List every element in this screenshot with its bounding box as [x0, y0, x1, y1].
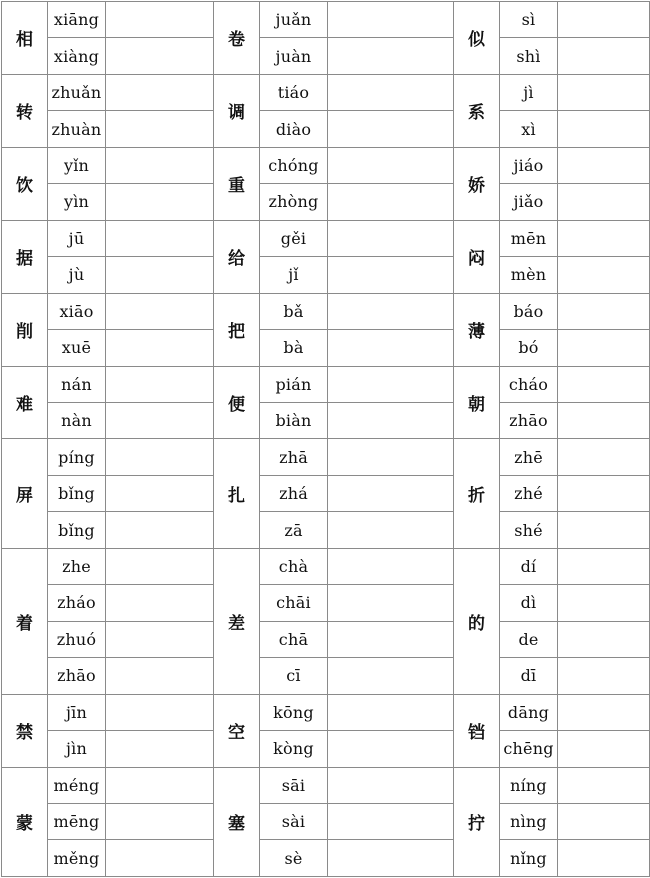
word-blank-cell[interactable]	[106, 293, 214, 329]
pinyin-cell: nàn	[48, 402, 106, 438]
word-blank-cell[interactable]	[328, 147, 454, 183]
pinyin-cell: chà	[260, 548, 328, 584]
table-row	[2, 439, 650, 475]
character-cell: 朝	[454, 366, 500, 439]
word-blank-cell[interactable]	[558, 293, 650, 329]
word-blank-cell[interactable]	[106, 38, 214, 74]
pinyin-cell: nán	[48, 366, 106, 402]
character-cell: 扎	[214, 439, 260, 548]
pinyin-cell: xì	[500, 111, 558, 147]
pinyin-cell: chāi	[260, 585, 328, 621]
word-blank-cell[interactable]	[328, 658, 454, 694]
pinyin-cell: yǐn	[48, 147, 106, 183]
word-blank-cell[interactable]	[106, 694, 214, 730]
word-blank-cell[interactable]	[106, 512, 214, 548]
word-blank-cell[interactable]	[106, 803, 214, 839]
pinyin-cell: jīn	[48, 694, 106, 730]
pinyin-cell: diào	[260, 111, 328, 147]
pinyin-cell: xiāo	[48, 293, 106, 329]
character-cell: 的	[454, 548, 500, 694]
pinyin-cell: nìng	[500, 803, 558, 839]
pinyin-cell: mèn	[500, 257, 558, 293]
pinyin-cell: zhāo	[500, 402, 558, 438]
word-blank-cell[interactable]	[558, 366, 650, 402]
pinyin-cell: zhā	[260, 439, 328, 475]
pinyin-cell: zhòng	[260, 184, 328, 220]
word-blank-cell[interactable]	[558, 38, 650, 74]
word-blank-cell[interactable]	[558, 840, 650, 876]
word-blank-cell[interactable]	[106, 731, 214, 767]
table-row	[2, 585, 650, 621]
pinyin-cell: shé	[500, 512, 558, 548]
word-blank-cell[interactable]	[558, 2, 650, 38]
pinyin-cell: chēng	[500, 731, 558, 767]
table-row	[2, 74, 650, 110]
word-blank-cell[interactable]	[558, 147, 650, 183]
pinyin-cell: chā	[260, 621, 328, 657]
pinyin-cell: kōng	[260, 694, 328, 730]
pinyin-cell: jiáo	[500, 147, 558, 183]
pinyin-cell: jiǎo	[500, 184, 558, 220]
table-row	[2, 2, 650, 38]
character-cell: 削	[2, 293, 48, 366]
word-blank-cell[interactable]	[106, 475, 214, 511]
pinyin-cell: zhē	[500, 439, 558, 475]
table-row	[2, 658, 650, 694]
word-blank-cell[interactable]	[106, 439, 214, 475]
word-blank-cell[interactable]	[558, 621, 650, 657]
word-blank-cell[interactable]	[328, 840, 454, 876]
word-blank-cell[interactable]	[106, 548, 214, 584]
pinyin-cell: zā	[260, 512, 328, 548]
word-blank-cell[interactable]	[106, 585, 214, 621]
character-cell: 拧	[454, 767, 500, 876]
table-row	[2, 731, 650, 767]
word-blank-cell[interactable]	[328, 220, 454, 256]
word-blank-cell[interactable]	[558, 402, 650, 438]
word-blank-cell[interactable]	[558, 694, 650, 730]
word-blank-cell[interactable]	[328, 803, 454, 839]
character-cell: 折	[454, 439, 500, 548]
word-blank-cell[interactable]	[328, 512, 454, 548]
pinyin-cell: jù	[48, 257, 106, 293]
word-blank-cell[interactable]	[328, 548, 454, 584]
table-row	[2, 366, 650, 402]
word-blank-cell[interactable]	[558, 512, 650, 548]
word-blank-cell[interactable]	[558, 475, 650, 511]
table-row	[2, 803, 650, 839]
word-blank-cell[interactable]	[106, 621, 214, 657]
table-row	[2, 402, 650, 438]
pinyin-cell: píng	[48, 439, 106, 475]
table-row	[2, 293, 650, 329]
pinyin-cell: sì	[500, 2, 558, 38]
pinyin-cell: zhá	[260, 475, 328, 511]
character-cell: 给	[214, 220, 260, 293]
word-blank-cell[interactable]	[558, 74, 650, 110]
pinyin-cell: yìn	[48, 184, 106, 220]
pinyin-cell: tiáo	[260, 74, 328, 110]
pinyin-cell: báo	[500, 293, 558, 329]
pinyin-cell: mēn	[500, 220, 558, 256]
polyphonic-character-sheet	[1, 1, 649, 876]
table-row	[2, 220, 650, 256]
word-blank-cell[interactable]	[328, 366, 454, 402]
pinyin-cell: dì	[500, 585, 558, 621]
word-blank-cell[interactable]	[328, 184, 454, 220]
table-row	[2, 38, 650, 74]
character-cell: 调	[214, 74, 260, 147]
table-row	[2, 840, 650, 876]
word-blank-cell[interactable]	[328, 767, 454, 803]
table-row	[2, 257, 650, 293]
character-cell: 禁	[2, 694, 48, 767]
character-cell: 空	[214, 694, 260, 767]
word-blank-cell[interactable]	[328, 621, 454, 657]
character-cell: 蒙	[2, 767, 48, 876]
pinyin-cell: cī	[260, 658, 328, 694]
character-cell: 薄	[454, 293, 500, 366]
word-blank-cell[interactable]	[328, 731, 454, 767]
word-blank-cell[interactable]	[106, 366, 214, 402]
word-blank-cell[interactable]	[558, 585, 650, 621]
word-blank-cell[interactable]	[558, 184, 650, 220]
pinyin-cell: biàn	[260, 402, 328, 438]
word-blank-cell[interactable]	[328, 439, 454, 475]
word-blank-cell[interactable]	[558, 548, 650, 584]
pinyin-cell: zhāo	[48, 658, 106, 694]
word-blank-cell[interactable]	[558, 439, 650, 475]
word-blank-cell[interactable]	[328, 74, 454, 110]
table-body	[2, 2, 650, 877]
character-cell: 重	[214, 147, 260, 220]
word-blank-cell[interactable]	[328, 2, 454, 38]
pinyin-cell: zhe	[48, 548, 106, 584]
pinyin-cell: xuē	[48, 330, 106, 366]
word-blank-cell[interactable]	[106, 402, 214, 438]
word-blank-cell[interactable]	[106, 220, 214, 256]
word-blank-cell[interactable]	[106, 74, 214, 110]
character-cell: 闷	[454, 220, 500, 293]
word-blank-cell[interactable]	[558, 767, 650, 803]
pinyin-cell: zháo	[48, 585, 106, 621]
pinyin-cell: shì	[500, 38, 558, 74]
word-blank-cell[interactable]	[328, 585, 454, 621]
character-cell: 塞	[214, 767, 260, 876]
pinyin-cell: sāi	[260, 767, 328, 803]
word-blank-cell[interactable]	[328, 402, 454, 438]
polyphonic-table	[1, 1, 650, 877]
word-blank-cell[interactable]	[106, 840, 214, 876]
character-cell: 铛	[454, 694, 500, 767]
pinyin-cell: měng	[48, 840, 106, 876]
table-row	[2, 548, 650, 584]
pinyin-cell: pián	[260, 366, 328, 402]
character-cell: 着	[2, 548, 48, 694]
character-cell: 难	[2, 366, 48, 439]
pinyin-cell: chóng	[260, 147, 328, 183]
character-cell: 便	[214, 366, 260, 439]
table-row	[2, 621, 650, 657]
character-cell: 相	[2, 2, 48, 75]
word-blank-cell[interactable]	[558, 803, 650, 839]
pinyin-cell: bǐng	[48, 475, 106, 511]
pinyin-cell: bó	[500, 330, 558, 366]
pinyin-cell: zhuàn	[48, 111, 106, 147]
word-blank-cell[interactable]	[558, 220, 650, 256]
word-blank-cell[interactable]	[558, 731, 650, 767]
word-blank-cell[interactable]	[328, 257, 454, 293]
pinyin-cell: jì	[500, 74, 558, 110]
character-cell: 屏	[2, 439, 48, 548]
character-cell: 据	[2, 220, 48, 293]
word-blank-cell[interactable]	[106, 330, 214, 366]
pinyin-cell: dí	[500, 548, 558, 584]
word-blank-cell[interactable]	[558, 330, 650, 366]
pinyin-cell: jū	[48, 220, 106, 256]
pinyin-cell: cháo	[500, 366, 558, 402]
table-row	[2, 184, 650, 220]
pinyin-cell: bǐng	[48, 512, 106, 548]
pinyin-cell: dāng	[500, 694, 558, 730]
character-cell: 似	[454, 2, 500, 75]
word-blank-cell[interactable]	[106, 658, 214, 694]
word-blank-cell[interactable]	[106, 767, 214, 803]
pinyin-cell: mēng	[48, 803, 106, 839]
pinyin-cell: méng	[48, 767, 106, 803]
pinyin-cell: nǐng	[500, 840, 558, 876]
word-blank-cell[interactable]	[328, 111, 454, 147]
word-blank-cell[interactable]	[328, 293, 454, 329]
pinyin-cell: juǎn	[260, 2, 328, 38]
pinyin-cell: dī	[500, 658, 558, 694]
word-blank-cell[interactable]	[558, 257, 650, 293]
pinyin-cell: jǐ	[260, 257, 328, 293]
pinyin-cell: sè	[260, 840, 328, 876]
pinyin-cell: gěi	[260, 220, 328, 256]
word-blank-cell[interactable]	[106, 257, 214, 293]
table-row	[2, 147, 650, 183]
word-blank-cell[interactable]	[106, 111, 214, 147]
pinyin-cell: bǎ	[260, 293, 328, 329]
character-cell: 差	[214, 548, 260, 694]
character-cell: 娇	[454, 147, 500, 220]
table-row	[2, 767, 650, 803]
pinyin-cell: zhé	[500, 475, 558, 511]
character-cell: 把	[214, 293, 260, 366]
character-cell: 转	[2, 74, 48, 147]
table-row	[2, 111, 650, 147]
table-row	[2, 475, 650, 511]
word-blank-cell[interactable]	[328, 475, 454, 511]
pinyin-cell: bà	[260, 330, 328, 366]
pinyin-cell: kòng	[260, 731, 328, 767]
character-cell: 卷	[214, 2, 260, 75]
pinyin-cell: de	[500, 621, 558, 657]
pinyin-cell: xiàng	[48, 38, 106, 74]
pinyin-cell: jìn	[48, 731, 106, 767]
pinyin-cell: níng	[500, 767, 558, 803]
pinyin-cell: juàn	[260, 38, 328, 74]
table-row	[2, 694, 650, 730]
character-cell: 饮	[2, 147, 48, 220]
pinyin-cell: xiāng	[48, 2, 106, 38]
word-blank-cell[interactable]	[328, 330, 454, 366]
word-blank-cell[interactable]	[328, 694, 454, 730]
word-blank-cell[interactable]	[106, 184, 214, 220]
pinyin-cell: zhuǎn	[48, 74, 106, 110]
word-blank-cell[interactable]	[106, 147, 214, 183]
word-blank-cell[interactable]	[558, 658, 650, 694]
word-blank-cell[interactable]	[558, 111, 650, 147]
table-row	[2, 330, 650, 366]
character-cell: 系	[454, 74, 500, 147]
pinyin-cell: sài	[260, 803, 328, 839]
word-blank-cell[interactable]	[328, 38, 454, 74]
pinyin-cell: zhuó	[48, 621, 106, 657]
word-blank-cell[interactable]	[106, 2, 214, 38]
table-row	[2, 512, 650, 548]
